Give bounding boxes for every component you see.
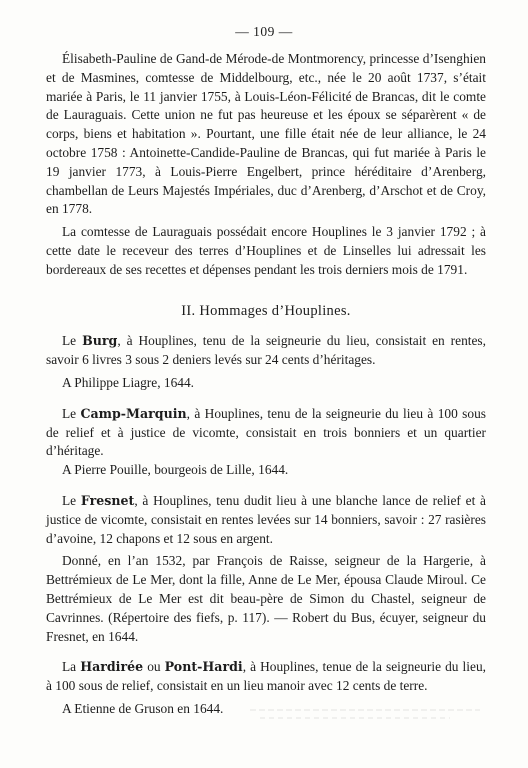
entry-fresnet-pre: Le	[62, 492, 81, 508]
entry-camp-marquin-holder: A Pierre Pouille, bourgeois de Lille, 1644.	[62, 462, 289, 478]
fief-name-burg: Burg	[82, 333, 118, 349]
entry-fresnet	[46, 492, 486, 548]
paragraph-intro-2: La comtesse de Lauraguais possédait encore Houplines le 3 janvier 1792 ; à cette date le receveur des terres d’Houplines et de Linselles lui adressait les bordereaux de ses recettes et dépenses pendant les trois derniers mois de 1791.	[46, 224, 486, 277]
entry-burg-pre: Le	[62, 333, 83, 349]
entry-hardiree	[46, 658, 486, 696]
entry-hardiree-mid: ou	[143, 659, 165, 675]
entry-camp-marquin	[46, 405, 486, 461]
section-title: II. Hommages d’Houplines.	[181, 302, 351, 319]
page-body	[46, 50, 486, 719]
entry-hardiree-pre: La	[62, 659, 81, 675]
entry-fresnet-text: , à Houplines, tenu dudit lieu à une blanche lance de relief et à justice de vicomte, consistait en rentes levées sur 14 bonniers, savoir : 27 rasières d’avoine, 12 chapons et 12 sous en argent.	[46, 492, 486, 546]
entry-hardiree-holder: A Etienne de Gruson en 1644.	[62, 700, 224, 716]
fief-name-fresnet: Fresnet	[80, 492, 135, 508]
fief-name-pont-hardi: Pont-Hardi	[164, 659, 243, 675]
entry-burg-holder: A Philippe Liagre, 1644.	[62, 374, 195, 390]
entry-burg-text: , à Houplines, tenu de la seigneurie du lieu, consistait en rentes, savoir 6 livres 3 sous 2 deniers levés sur 24 cents d’héritages.	[46, 333, 486, 368]
entry-camp-marquin-pre: Le	[62, 405, 81, 421]
entry-hardiree-text: , à Houplines, tenue de la seigneurie du lieu, à 100 sous de relief, consistait en un lieu manoir avec 12 cents de terre.	[46, 659, 486, 694]
entry-burg	[46, 332, 486, 370]
bleed-through-texture	[250, 706, 490, 724]
page-number: — 109 —	[235, 24, 293, 39]
paragraph-intro-1: Élisabeth-Pauline de Gand-de Mérode-de Montmorency, princesse d’Isenghien et de Masmines, comtesse de Middelbourg, etc., née le 20 août 1737, s’était mariée à Paris, le 11 janvier 1755, à Louis-Léon-Félicité de Brancas, dit le comte de Lauraguais. Cette union ne fut pas heureuse et les époux se séparèrent « de corps, biens et habitation ». Pourtant, une fille était née de leur alliance, le 24 octobre 1758 : Antoinette-Candide-Pauline de Brancas, qui fut mariée à Paris le 19 janvier 1773, à Louis-Pierre Engelbert, prince héréditaire d’Arenberg, chambellan de Leurs Majestés Impériales, duc d’Arenberg, d’Arschot et de Croy, en 1778.	[46, 51, 486, 217]
fief-name-camp-marquin: Camp-Marquin	[80, 405, 187, 421]
entry-camp-marquin-text: , à Houplines, tenu de la seigneurie du lieu à 100 sous de relief et à justice de vicomte, consistait en trois bonniers et un quartier d’héritage.	[46, 405, 486, 459]
entry-fresnet-history: Donné, en l’an 1532, par François de Raisse, seigneur de la Hargerie, à Bettrémieux de Le Mer, dont la fille, Anne de Le Mer, épousa Claude Miroul. Ce Bettrémieux de Le Mer est dit beau-père de Simon du Chastel, seigneur de Cavrinnes. (Répertoire des fiefs, p. 117). — Robert du Bus, écuyer, seigneur du Fresnet, en 1644.	[46, 553, 486, 644]
fief-name-hardiree: Hardirée	[80, 659, 144, 675]
